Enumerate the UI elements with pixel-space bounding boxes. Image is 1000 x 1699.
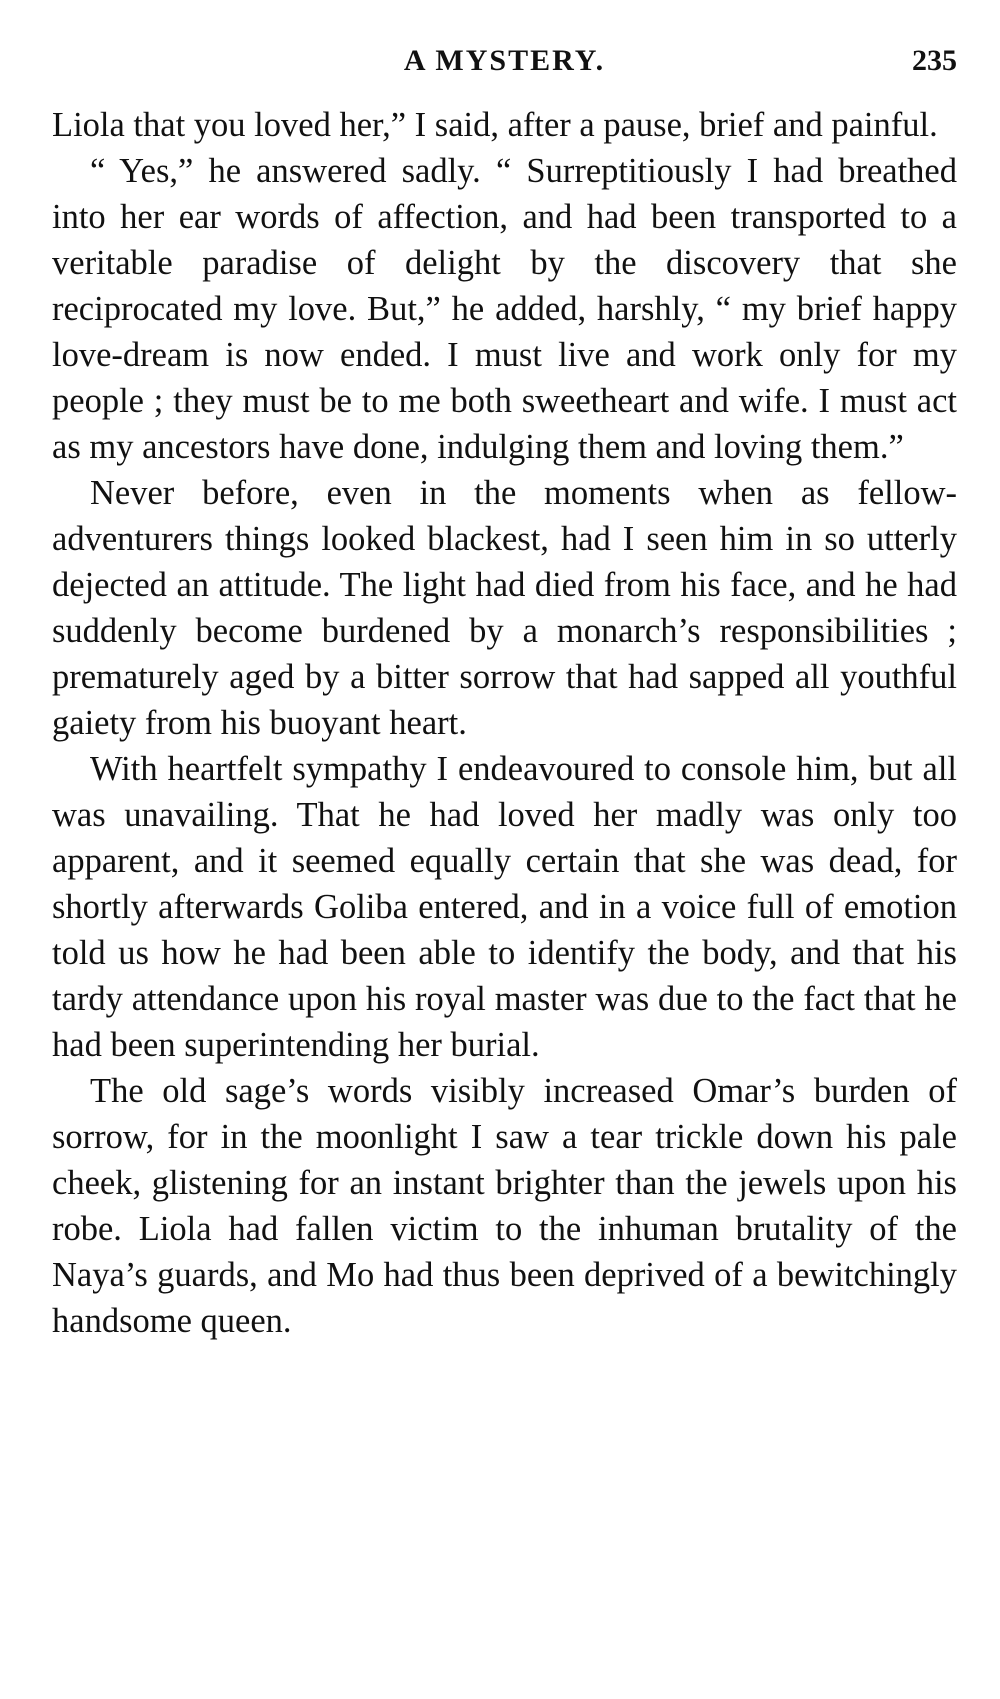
paragraph: Never before, even in the moments when as fellow-adventurers things looked blackest, had I seen him in so utterly dejected an attitude. The light had died from his face, and he had suddenly become burdened by a monarch’s responsibilities ; prematurely aged by a bitter sorrow that had sapped all youthful gaiety from his buoyant heart.	[52, 474, 957, 742]
running-head	[52, 44, 957, 84]
paragraph: The old sage’s words visibly increased Omar’s burden of sorrow, for in the moonlight I saw a tear trickle down his pale cheek, glistening for an instant brighter than the jewels upon his robe. Liola had fallen victim to the inhuman brutality of the Naya’s guards, and Mo had thus been deprived of a bewitchingly handsome queen.	[52, 1072, 957, 1340]
running-title: A MYSTERY.	[403, 44, 606, 77]
paragraph-continuation: Liola that you loved her,” I said, after a pause, brief and painful.	[52, 106, 938, 144]
paragraph: With heartfelt sympathy I endeavoured to console him, but all was unavailing. That he had loved her madly was only too apparent, and it seemed equally certain that she was dead, for shortly afterwards Goliba entered, and in a voice full of emotion told us how he had been able to identify the body, and that his tardy attendance upon his royal master was due to the fact that he had been superintending her burial.	[52, 750, 957, 1064]
paragraph: “ Yes,” he answered sadly. “ Surreptitiously I had breathed into her ear words of affection, and had been transported to a veritable paradise of delight by the discovery that she reciprocated my love. But,” he added, harshly, “ my brief happy love-dream is now ended. I must live and work only for my people ; they must be to me both sweetheart and wife. I must act as my ancestors have done, indulging them and loving them.”	[52, 152, 957, 466]
page-number: 235	[912, 44, 957, 77]
body-text	[52, 102, 957, 1344]
